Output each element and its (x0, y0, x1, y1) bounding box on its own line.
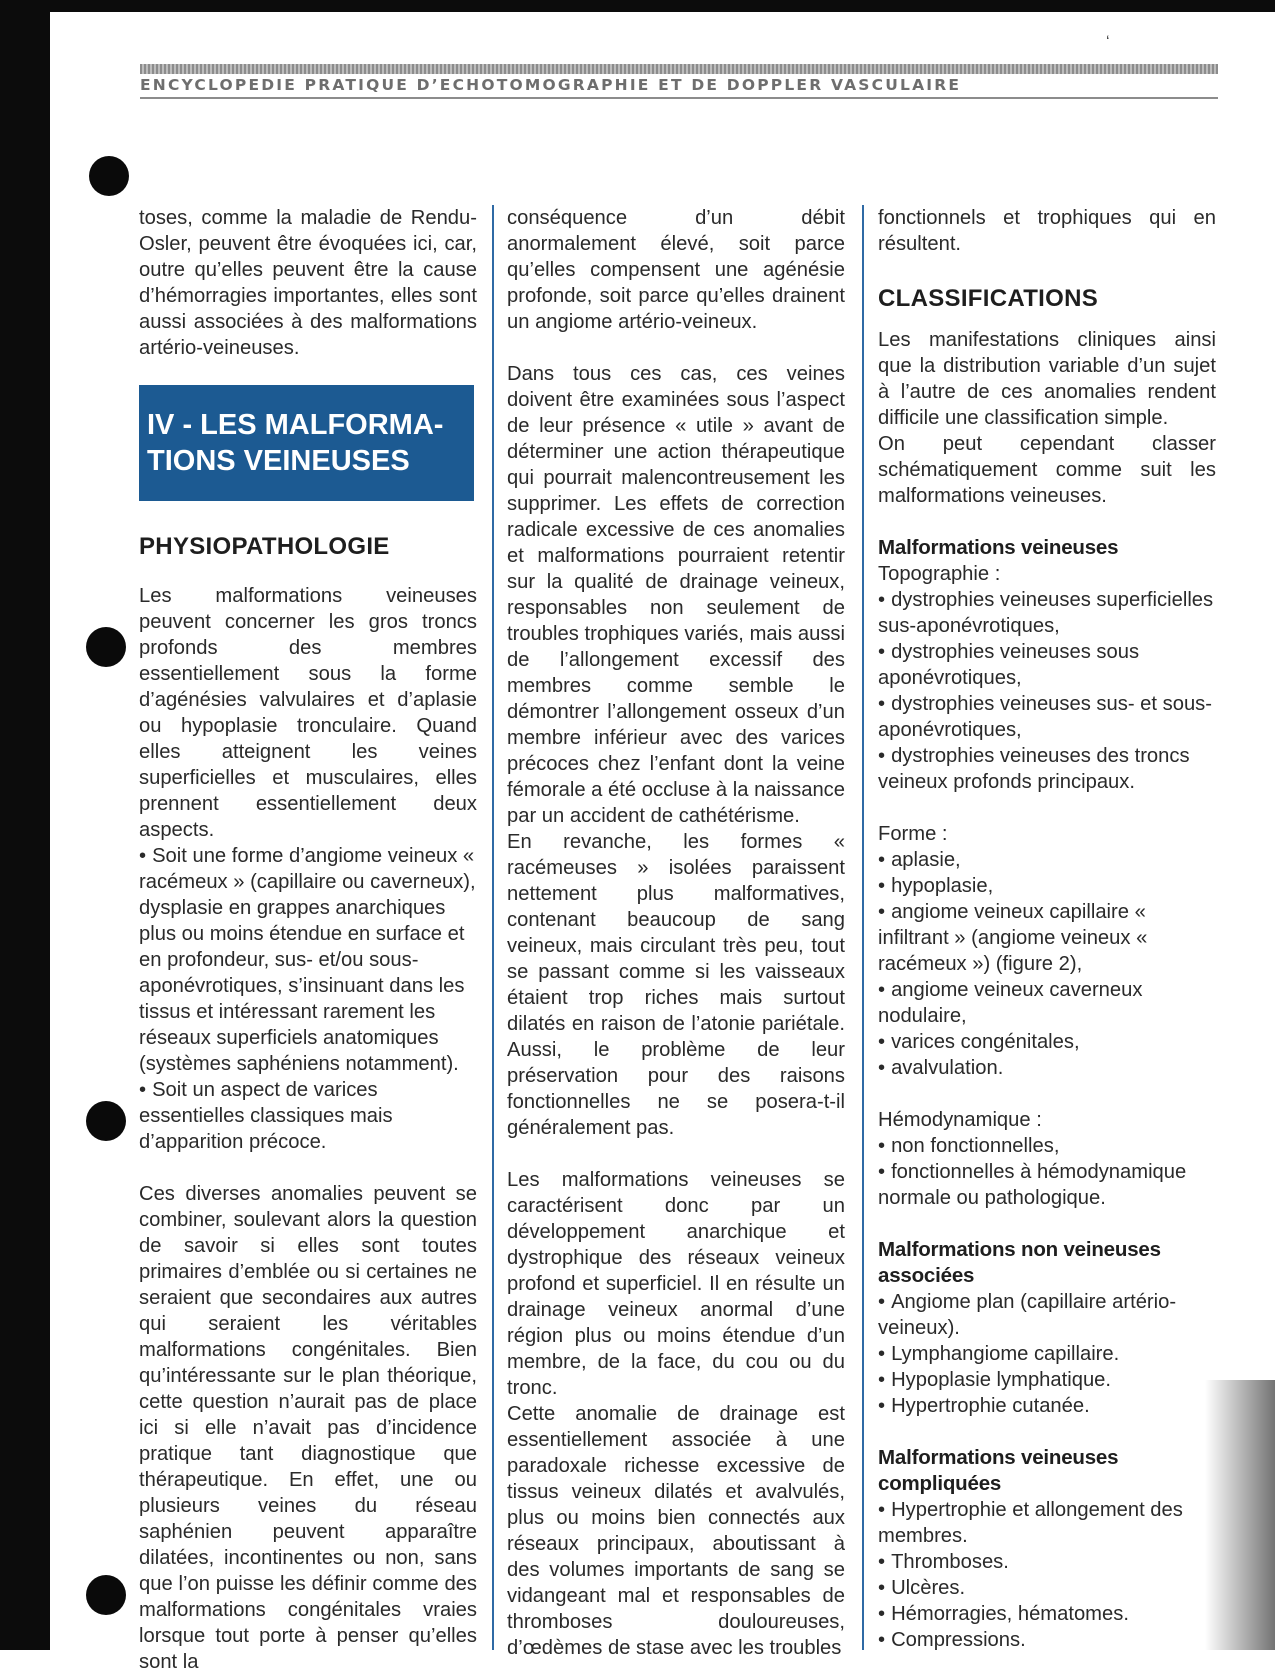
body-paragraph: fonctionnels et trophiques qui en résultent. (878, 207, 1216, 255)
column-1 (139, 205, 477, 1673)
punch-hole (86, 1575, 126, 1615)
section-title-box (139, 385, 474, 501)
paragraph-gap (878, 1419, 1216, 1445)
bullet-item: • Soit une forme d’angiome veineux « racémeux » (capillaire ou caverneux), dysplasie en grappes anarchiques plus ou moins étendue en surface et en profondeur, sus- et/ou sous-aponévrotiques, s’insinuant dans les tissus et intéressant rarement les réseaux superficiels anatomiques (systèmes saphéniens notamment). (139, 843, 477, 1077)
punch-hole (89, 156, 129, 196)
list-item: • Thromboses. (878, 1549, 1216, 1575)
paragraph-gap (507, 1141, 845, 1167)
body-paragraph: conséquence d’un débit anormalement élevé, soit parce qu’elles compensent une agénésie profonde, soit parce qu’elles drainent un angiome artério-veineux. (507, 207, 845, 333)
forme-list (878, 847, 1216, 1081)
hemodynamique-label: Hémodynamique : (878, 1109, 1042, 1131)
running-header: ENCYCLOPEDIE PRATIQUE D’ECHOTOMOGRAPHIE ET DE DOPPLER VASCULAIRE (140, 76, 962, 94)
subheading-malformations-veineuses: Malformations veineuses (878, 536, 1119, 559)
paragraph-gap (139, 1155, 477, 1181)
scan-speck: ʻ (1106, 34, 1110, 51)
column-3 (878, 205, 1216, 1650)
body-paragraph: Dans tous ces cas, ces veines doivent être examinées sous l’aspect de leur présence « utile » avant de déterminer une action thérapeutique qui pourrait malencontreusement les supprimer. Les effets de correction radicale excessive de ces anomalies et malformations pourraient retentir sur la qualité de drainage veineux, responsables non seulement de troubles trophiques variés, mais aussi de l’allongement excessif des membres comme semble le démontrer l’allongement osseux d’un membre inférieur avec des varices précoces chez l’enfant dont la veine fémorale a été occluse à la naissance par un accident de cathétérisme. (507, 363, 845, 827)
body-paragraph: Cette anomalie de drainage est essentiellement associée à une paradoxale richesse excessive de tissus veineux dilatés et avalvulés, plus ou moins bien connectés aux réseaux principaux, aboutissant à des volumes importants de sang se vidangeant mal et responsables de thromboses douloureuses, d’œdèmes de stase avec les troubles (507, 1403, 845, 1659)
bullet-item: • Soit un aspect de varices essentielles classiques mais d’apparition précoce. (139, 1077, 477, 1155)
body-paragraph: En revanche, les formes « racémeuses » isolées paraissent nettement plus malformatives, contenant beaucoup de sang veineux, mais circulant très peu, tout se passant comme si les vaisseaux étaient trop riches mais surtout dilatés en raison de l’atonie pariétale. Aussi, le problème de leur préservation pour des raisons fonctionnelles ne se posera-t-il généralement pas. (507, 831, 845, 1139)
list-item: • non fonctionnelles, (878, 1133, 1216, 1159)
list-item: • dystrophies veineuses sus- et sous-aponévrotiques, (878, 691, 1216, 743)
compliquees-list (878, 1497, 1216, 1653)
scan-left-edge (0, 0, 50, 1650)
punch-hole (86, 1101, 126, 1141)
subheading-malformations-compliquees: Malformations veineuses compliquées (878, 1446, 1119, 1495)
body-paragraph: Les malformations veineuses se caractérisent donc par un développement anarchique et dystrophique des réseaux veineux profond et superficiel. Il en résulte un drainage veineux anormal d’une région plus ou moins étendue d’un membre, de la face, du cou ou du tronc. (507, 1169, 845, 1399)
list-item: • aplasie, (878, 847, 1216, 873)
body-paragraph: Ces diverses anomalies peuvent se combiner, soulevant alors la question de savoir si elles sont toutes primaires d’emblée ou si certaines ne seraient que secondaires aux autres qui seraient les véritables malformations congénitales. Bien qu’intéressante sur le plan théorique, cette question n’aurait pas de place ici si elle n’avait pas d’incidence pratique tant diagnostique que thérapeutique. En effet, une ou plusieurs veines du réseau saphénien peuvent apparaître dilatées, incontinentes ou non, sans que l’on puisse les définir comme des malformations congénitales vraies lorsque tout porte à penser qu’elles sont la (139, 1183, 477, 1673)
paragraph-gap (878, 795, 1216, 821)
list-item: • Angiome plan (capillaire artério-veineux). (878, 1289, 1216, 1341)
list-item: • angiome veineux caverneux nodulaire, (878, 977, 1216, 1029)
forme-label: Forme : (878, 823, 948, 845)
list-item: • avalvulation. (878, 1055, 1216, 1081)
paragraph-gap (878, 509, 1216, 535)
list-item: • Hypoplasie lymphatique. (878, 1367, 1216, 1393)
topographie-label: Topographie : (878, 563, 1001, 585)
list-item: • Hémorragies, hématomes. (878, 1601, 1216, 1627)
list-item: • Hypertrophie cutanée. (878, 1393, 1216, 1419)
header-hatched-bar (140, 64, 1218, 74)
paragraph-gap (878, 1081, 1216, 1107)
list-item: • fonctionnelles à hémodynamique normale ou pathologique. (878, 1159, 1216, 1211)
section-title-line: IV - LES MALFORMA- (147, 409, 444, 441)
bullet-list (139, 843, 477, 1155)
topographie-list (878, 587, 1216, 795)
list-item: • Lymphangiome capillaire. (878, 1341, 1216, 1367)
subheading-malformations-non-veineuses: Malformations non veineuses associées (878, 1238, 1161, 1287)
non-veineuses-list (878, 1289, 1216, 1419)
list-item: • Ulcères. (878, 1575, 1216, 1601)
physiopathologie-heading: PHYSIOPATHOLOGIE (139, 533, 390, 560)
paragraph-gap (878, 1211, 1216, 1237)
list-item: • Hypertrophie et allongement des membres. (878, 1497, 1216, 1549)
list-item: • varices congénitales, (878, 1029, 1216, 1055)
column-rule (492, 205, 494, 1650)
body-paragraph: Les malformations veineuses peuvent concerner les gros troncs profonds des membres essentiellement sous la forme d’agénésies valvulaires et d’aplasie ou hypoplasie tronculaire. Quand elles atteignent les veines superficielles et musculaires, elles prennent essentiellement deux aspects. (139, 585, 477, 841)
scan-top-edge (0, 0, 1275, 12)
header-rule (140, 97, 1218, 99)
intro-paragraph: toses, comme la maladie de Rendu-Osler, peuvent être évoquées ici, car, outre qu’elles peuvent être la cause d’hémorragies importantes, elles sont aussi associées à des malformations artério-veineuses. (139, 207, 477, 359)
list-item: • Compressions. (878, 1627, 1216, 1653)
list-item: • dystrophies veineuses sous aponévrotiques, (878, 639, 1216, 691)
hemodynamique-list (878, 1133, 1216, 1211)
body-paragraph: Les manifestations cliniques ainsi que la distribution variable d’un sujet à l’autre de ces anomalies rendent difficile une classification simple. (878, 329, 1216, 429)
list-item: • hypoplasie, (878, 873, 1216, 899)
column-rule (862, 205, 864, 1650)
punch-hole (86, 627, 126, 667)
list-item: • dystrophies veineuses superficielles sus-aponévrotiques, (878, 587, 1216, 639)
classifications-heading: CLASSIFICATIONS (878, 285, 1099, 312)
body-paragraph: On peut cependant classer schématiquement comme suit les malformations veineuses. (878, 433, 1216, 507)
list-item: • angiome veineux capillaire « infiltrant » (angiome veineux « racémeux ») (figure 2), (878, 899, 1216, 977)
section-title-line: TIONS VEINEUSES (147, 445, 410, 477)
paragraph-gap (507, 335, 845, 361)
column-2 (507, 205, 845, 1659)
list-item: • dystrophies veineuses des troncs veineux profonds principaux. (878, 743, 1216, 795)
